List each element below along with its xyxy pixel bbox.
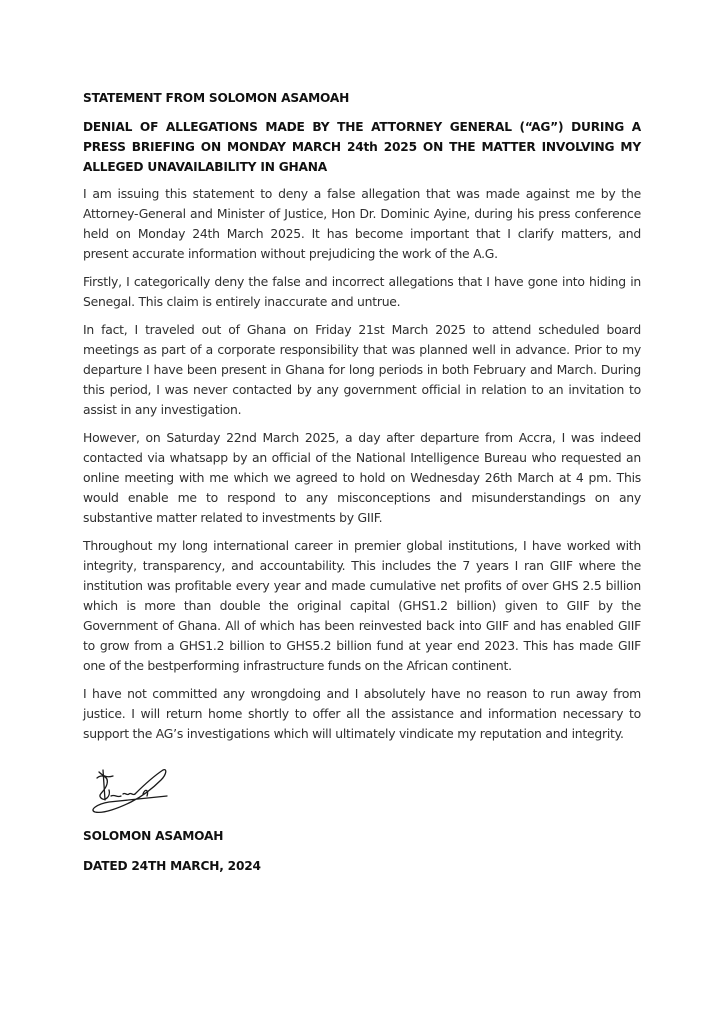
statement-document (83, 88, 641, 876)
statement-heading: STATEMENT FROM SOLOMON ASAMOAH (83, 91, 350, 105)
paragraph-career: Throughout my long international career in premier global institutions, I have worked with integrity, transparency, and accountability. This includes the 7 years I ran GIIF where the institution was profitable every year and made cumulative net profits of over GHS 2.5 billion which is more than double the original capital (GHS1.2 billion) given to GIIF by the Government of Ghana. All of which has been reinvested back into GIIF and has enabled GIIF to grow from a GHS1.2 billion to GHS5.2 billion fund at year end 2023. This has made GIIF one of the bestperforming infrastructure funds on the African continent. (83, 538, 641, 673)
paragraph-contact: However, on Saturday 22nd March 2025, a day after departure from Accra, I was indeed contacted via whatsapp by an official of the National Intelligence Bureau who requested an online meeting with me which we agreed to hold on Wednesday 26th March at 4 pm. This would enable me to respond to any misconceptions and misunderstandings on any substantive matter related to investments by GIIF. (83, 430, 641, 525)
paragraph-denial: Firstly, I categorically deny the false and incorrect allegations that I have gone into hiding in Senegal. This claim is entirely inaccurate and untrue. (83, 274, 641, 309)
paragraph-conclusion: I have not committed any wrongdoing and I absolutely have no reason to run away from justice. I will return home shortly to offer all the assistance and information necessary to support the AG’s investigations which will ultimately vindicate my reputation and integrity. (83, 686, 641, 741)
statement-subheading: DENIAL OF ALLEGATIONS MADE BY THE ATTORNEY GENERAL (“AG”) DURING A PRESS BRIEFING ON MONDAY MARCH 24th 2025 ON THE MATTER INVOLVING MY ALLEGED UNAVAILABILITY IN GHANA (83, 120, 641, 174)
signature-icon (87, 766, 197, 818)
signatory-name: SOLOMON ASAMOAH (83, 829, 224, 843)
paragraph-intro: I am issuing this statement to deny a false allegation that was made against me by the Attorney-General and Minister of Justice, Hon Dr. Dominic Ayine, during his press conference held on Monday 24th March 2025. It has become important that I clarify matters, and present accurate information without prejudicing the work of the A.G. (83, 186, 641, 261)
paragraph-travel: In fact, I traveled out of Ghana on Friday 21st March 2025 to attend scheduled board meetings as part of a corporate responsibility that was planned well in advance. Prior to my departure I have been present in Ghana for long periods in both February and March. During this period, I was never contacted by any government official in relation to an invitation to assist in any investigation. (83, 322, 641, 417)
statement-date: DATED 24TH MARCH, 2024 (83, 859, 261, 873)
